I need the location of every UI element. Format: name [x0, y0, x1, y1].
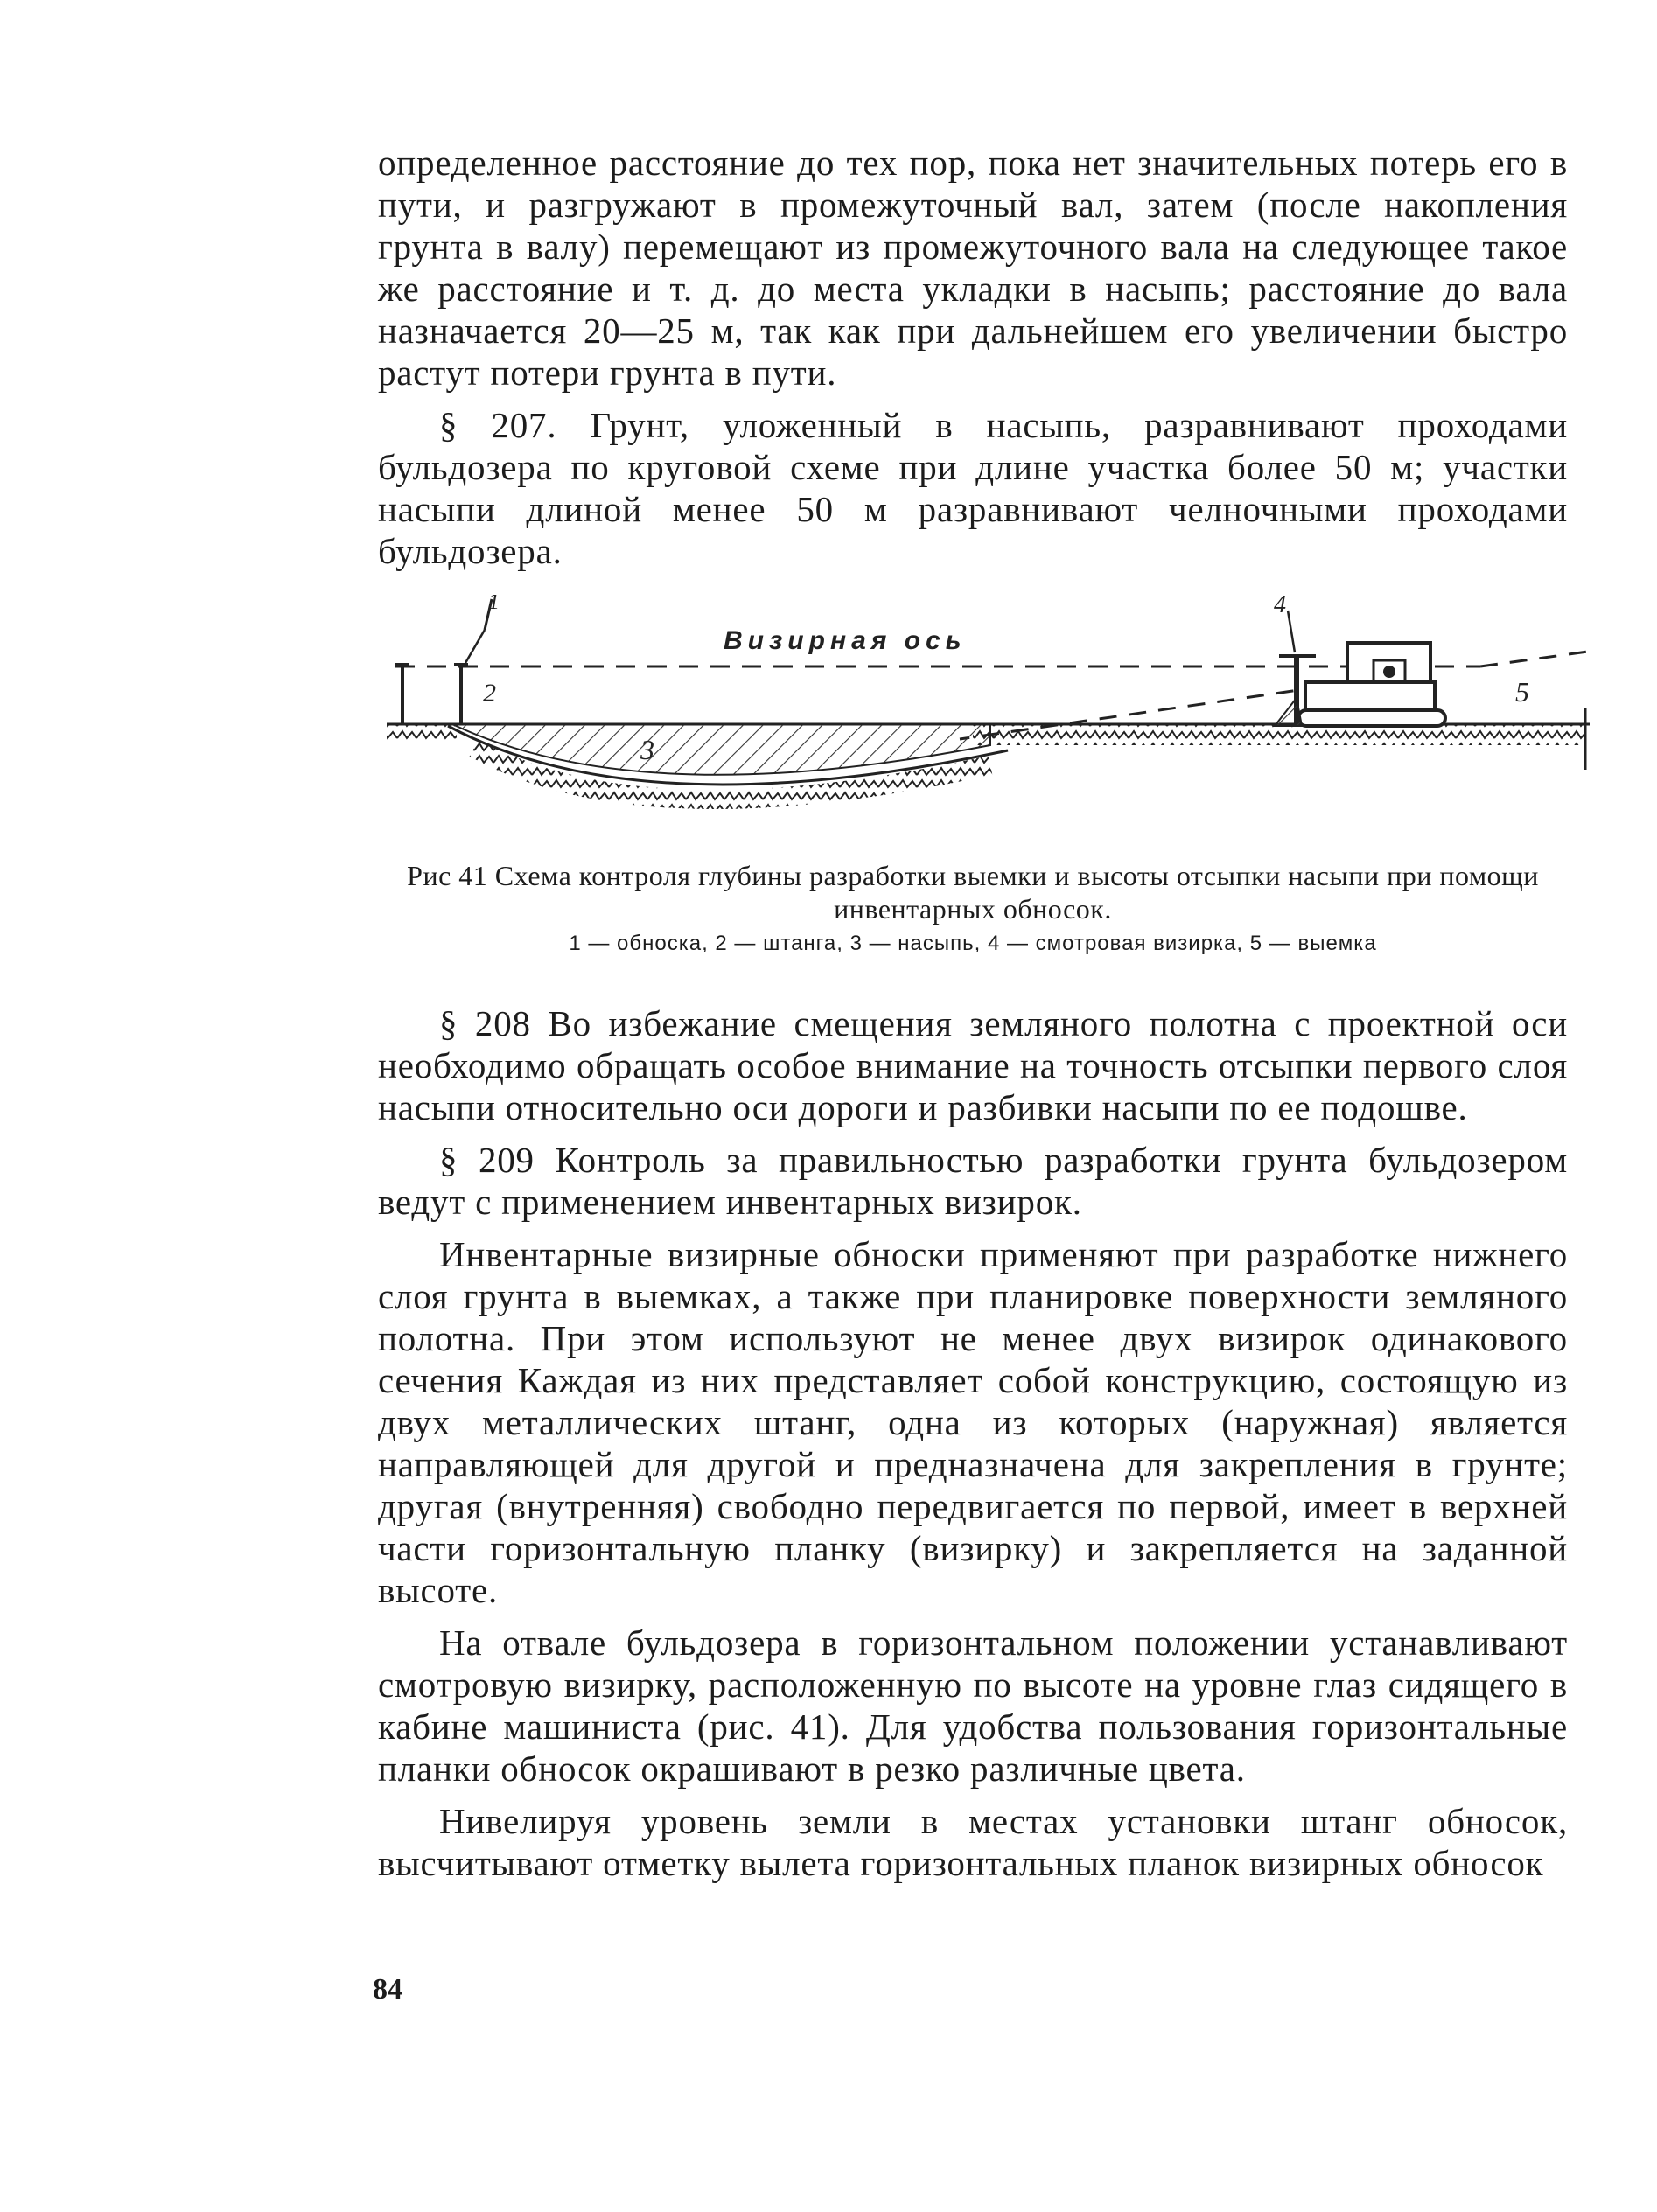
- text-block-bottom: [378, 1002, 1568, 1884]
- label-1: 1: [488, 595, 500, 614]
- figure-diagram: [378, 595, 1594, 831]
- label-3: 3: [640, 734, 654, 765]
- label-2: 2: [483, 679, 496, 708]
- paragraph-208: § 208 Во избежание смещения земляного полотна с проектной оси необходимо обращать особое внимание на точность отсыпки первого слоя насыпи относительно оси дороги и разбивки насыпи по ее подошве.: [378, 1003, 1568, 1127]
- paragraph-blade-visor: На отвале бульдозера в горизонтальном положении устанавливают смотровую визирку, расположенную по высоте на уровне глаз сидящего в кабине машиниста (рис. 41). Для удобства пользования горизонтальные планки обносок окрашивают в резко различные цвета.: [378, 1622, 1568, 1789]
- figure-caption: Рис 41 Схема контроля глубины разработки выемки и высоты отсыпки насыпи при помощи инвентарных обносок.: [407, 860, 1539, 925]
- paragraph-207: § 207. Грунт, уложенный в насыпь, разравнивают проходами бульдозера по круговой схеме при длине участка более 50 м; участки насыпи длиной менее 50 м разравнивают челночными проходами бульдозера.: [378, 405, 1568, 571]
- label-5: 5: [1515, 676, 1529, 708]
- slope-dashed-line-right: [1480, 651, 1594, 666]
- paragraph-visor-description: Инвентарные визирные обноски применяют при разработке нижнего слоя грунта в выемках, а также при планировке поверхности земляного полотна. При этом используют не менее двух визирок одинакового сечения Каждая из них представляет собой конструкцию, состоящую из двух металлических штанг, одна из которых (наружная) является направляющей для другой и предназначена для закрепления в грунте; другая (внутренняя) свободно передвигается по первой, имеет в верхней части горизонтальную планку (визирку) и закрепляется на заданной высоте.: [378, 1234, 1568, 1610]
- sight-axis-label: Визирная ось: [724, 626, 967, 655]
- paragraph-continuation: определенное расстояние до тех пор, пока нет значительных потерь его в пути, и разгружают в промежуточный вал, затем (после накопления грунта в валу) перемещают из промежуточного вала на следующее такое же расстояние и т. д. до места укладки в насыпь; расстояние до вала назначается 20—25 м, так как при дальнейшем его увеличении быстро растут потери грунта в пути.: [378, 143, 1568, 393]
- page-number: 84: [373, 1973, 402, 2006]
- text-block-top: [378, 142, 1568, 572]
- figure-legend: 1 — обноска, 2 — штанга, 3 — насыпь, 4 — смотровая визирка, 5 — выемка: [569, 932, 1377, 955]
- figure-41: [378, 595, 1594, 831]
- paragraph-209: § 209 Контроль за правильностью разработки грунта бульдозером ведут с применением инвентарных визирок.: [378, 1140, 1568, 1222]
- paragraph-leveling: Нивелируя уровень земли в местах установки штанг обносок, высчитывают отметку вылета горизонтальных планок визирных обносок: [378, 1801, 1568, 1883]
- label-4: 4: [1274, 595, 1286, 618]
- bulldozer: [1275, 643, 1445, 726]
